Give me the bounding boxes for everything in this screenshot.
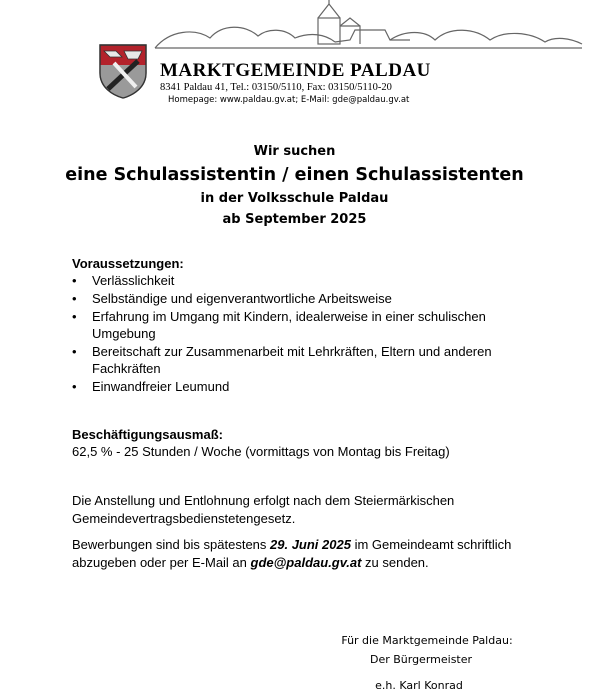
apply-text-mid: im Gemeindeamt schriftlich abzugeben oder per E-Mail an — [72, 537, 512, 570]
employment-text: 62,5 % - 25 Stunden / Woche (vormittags von Montag bis Freitag) — [72, 444, 450, 459]
list-item: • Selbständige und eigenverantwortliche Arbeitsweise — [72, 290, 542, 307]
signature-org: Für die Marktgemeinde Paldau: — [341, 634, 513, 647]
requirements-list — [72, 272, 542, 396]
list-item: • Bereitschaft zur Zusammenarbeit mit Lehrkräften, Eltern und anderen Fachkräften — [72, 343, 542, 377]
application-paragraph — [72, 536, 542, 572]
law-paragraph: Die Anstellung und Entlohnung erfolgt nach dem Steiermärkischen Gemeindevertragsbedienstetengesetz. — [72, 493, 455, 526]
apply-deadline: 29. Juni 2025 — [270, 537, 351, 552]
employment-title: Beschäftigungsausmaß: — [72, 427, 223, 442]
signature-role: Der Bürgermeister — [369, 653, 473, 666]
coat-of-arms-icon — [98, 43, 148, 99]
signature-name: e.h. Karl Konrad — [375, 679, 463, 692]
heading-start-date: ab September 2025 — [222, 212, 367, 227]
org-name: MARKTGEMEINDE PALDAU — [160, 60, 431, 81]
apply-text-post: zu senden. — [361, 555, 429, 570]
org-address: 8341 Paldau 41, Tel.: 03150/5110, Fax: 03150/5110-20 — [160, 82, 392, 93]
list-item: • Einwandfreier Leumund — [72, 378, 542, 395]
heading-location: in der Volksschule Paldau — [200, 191, 389, 206]
apply-text-pre: Bewerbungen sind bis spätestens — [72, 537, 271, 552]
org-contact: Homepage: www.paldau.gv.at; E-Mail: gde@paldau.gv.at — [168, 95, 410, 105]
list-item: • Verlässlichkeit — [72, 272, 542, 289]
list-item: • Erfahrung im Umgang mit Kindern, idealerweise in einer schulischen Umgebung — [72, 308, 542, 342]
village-skyline-icon — [150, 0, 589, 60]
apply-email: gde@paldau.gv.at — [250, 555, 362, 570]
heading-line1: Wir suchen — [253, 144, 336, 159]
requirements-title: Voraussetzungen: — [72, 256, 184, 271]
job-title: eine Schulassistentin / einen Schulassistenten — [65, 165, 524, 185]
